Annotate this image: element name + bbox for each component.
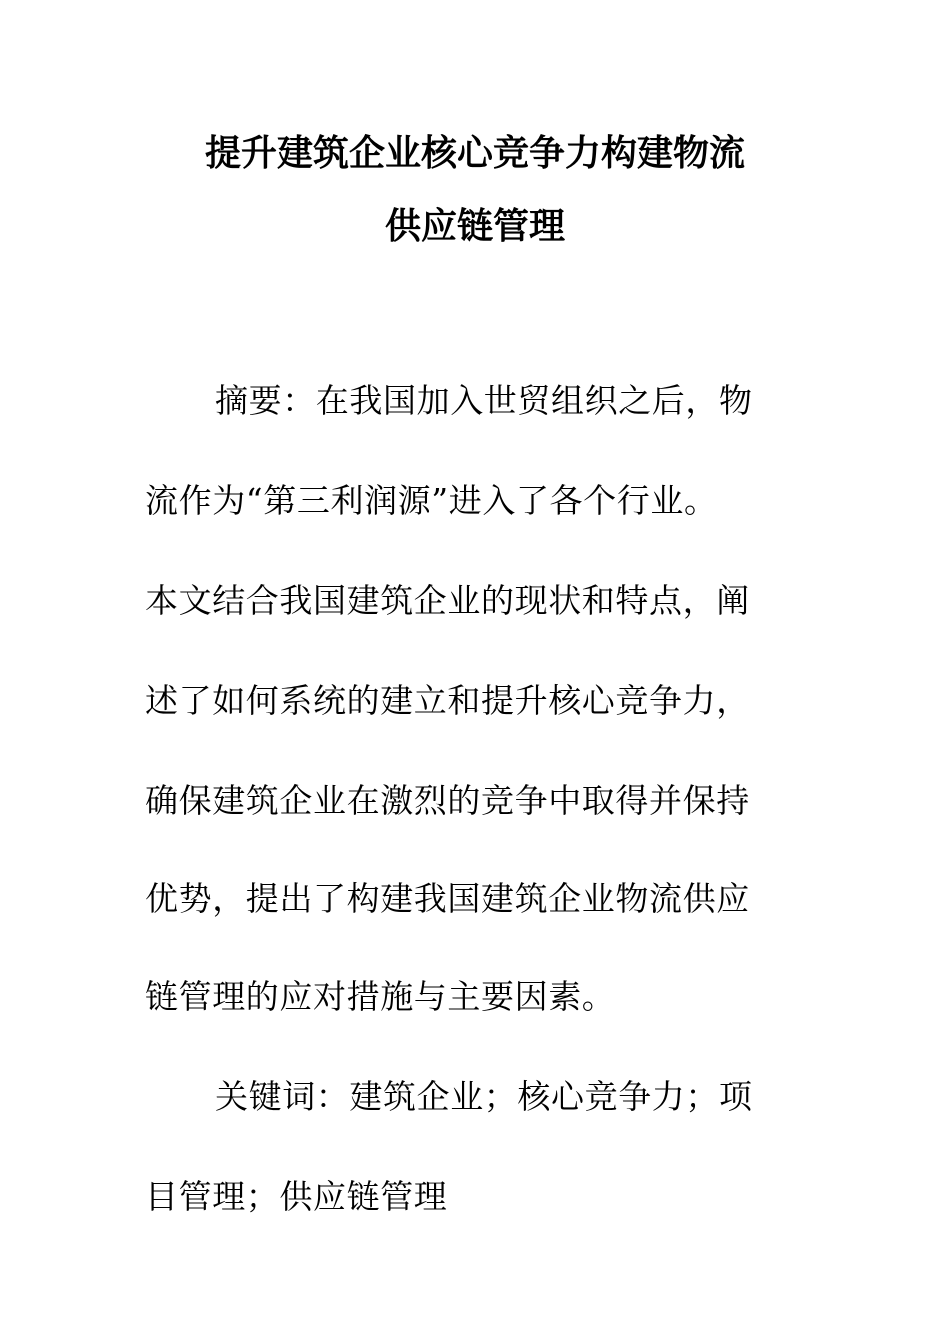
abstract-line-6: 优势，提出了构建我国建筑企业物流供应 <box>145 879 750 918</box>
keywords-line-1: 关键词：建筑企业；核心竞争力；项 <box>215 1077 753 1116</box>
abstract-line-4: 述了如何系统的建立和提升核心竞争力， <box>145 681 750 720</box>
document-title-line-1: 提升建筑企业核心竞争力构建物流 <box>204 132 745 174</box>
abstract-line-2: 流作为“第三利润源”进入了各个行业。 <box>145 481 718 520</box>
abstract-line-1: 摘要：在我国加入世贸组织之后，物 <box>215 381 753 420</box>
abstract-line-5: 确保建筑企业在激烈的竞争中取得并保持 <box>145 781 750 820</box>
abstract-line-7: 链管理的应对措施与主要因素。 <box>145 977 616 1016</box>
abstract-line-3: 本文结合我国建筑企业的现状和特点，阐 <box>145 581 750 620</box>
document-title-line-2: 供应链管理 <box>384 205 565 247</box>
keywords-line-2: 目管理；供应链管理 <box>145 1177 448 1216</box>
